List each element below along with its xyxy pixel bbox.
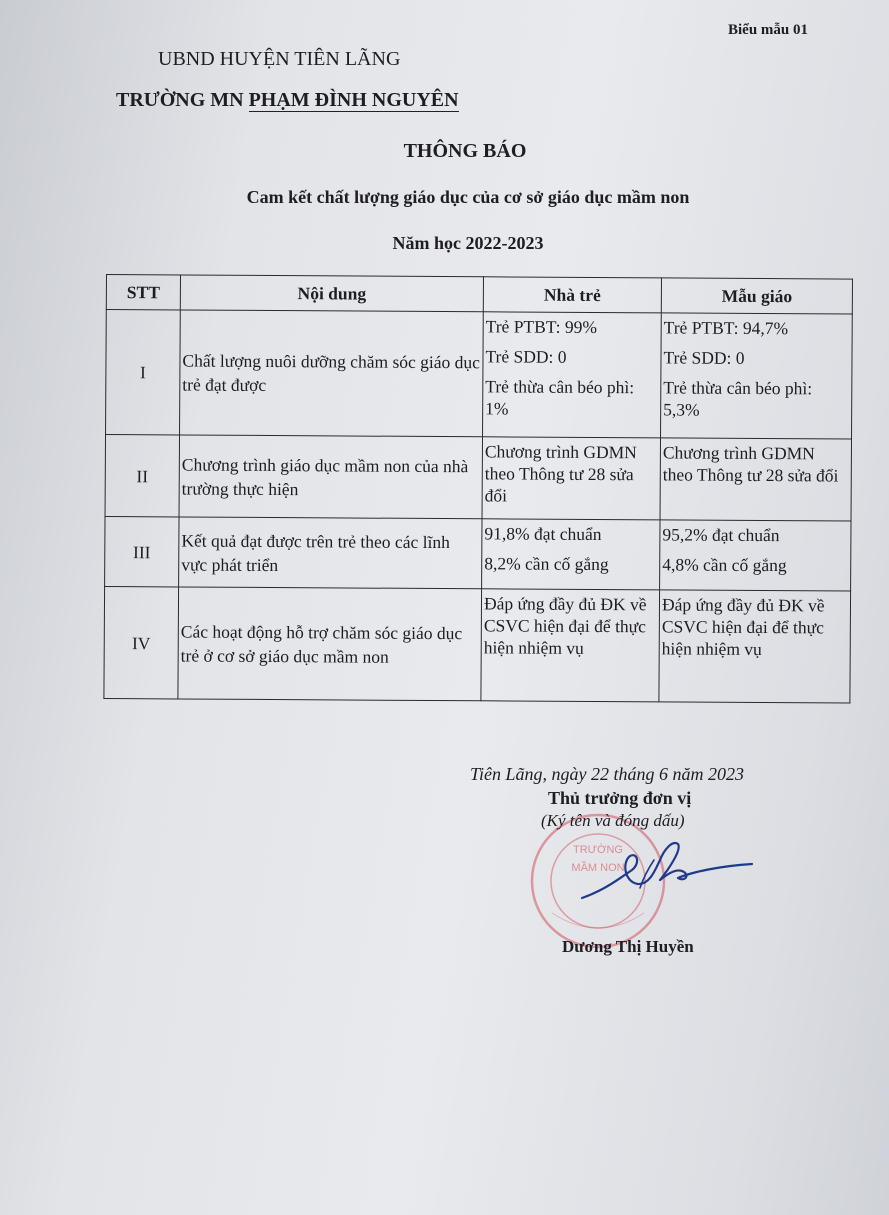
svg-text:TRƯỜNG: TRƯỜNG: [573, 844, 623, 856]
district-name: UBND HUYỆN TIÊN LÃNG: [158, 48, 401, 70]
school-year: Năm học 2022-2023: [392, 233, 544, 253]
commitment-table: [103, 274, 853, 704]
row-kindergarten: [660, 438, 851, 521]
nursery-line: Trẻ PTBT: 99%: [485, 316, 598, 337]
row-content: Các hoạt động hỗ trợ chăm sóc giáo dục trẻ ở cơ sở giáo dục mầm non: [178, 587, 482, 701]
row-content: Chất lượng nuôi dưỡng chăm sóc giáo dục trẻ đạt được: [180, 310, 484, 437]
row-stt: IV: [104, 586, 179, 698]
table-row: [105, 516, 851, 591]
nursery-line: Trẻ thừa cân béo phì: 1%: [485, 376, 635, 419]
sign-note: (Ký tên và đóng dấu): [541, 811, 685, 830]
header-kindergarten: Mẫu giáo: [661, 278, 852, 314]
row-kindergarten: [661, 313, 853, 439]
nursery-line: Chương trình GDMN theo Thông tư 28 sửa đổi: [484, 441, 637, 506]
nursery-line: 91,8% đạt chuẩn: [484, 523, 602, 545]
kindergarten-line: 4,8% cần cố gắng: [662, 554, 787, 576]
school-name-underlined: PHẠM ĐÌNH NGUYÊN: [248, 89, 459, 111]
table-row: [106, 310, 853, 440]
row-stt: II: [105, 435, 179, 517]
place-date: Tiên Lãng, ngày 22 tháng 6 năm 2023: [470, 764, 745, 784]
header-nursery: Nhà trẻ: [483, 277, 661, 313]
nursery-line: 8,2% cần cố gắng: [484, 553, 609, 575]
signer-name: Dương Thị Huyền: [562, 937, 694, 956]
header-stt: STT: [106, 275, 180, 310]
row-kindergarten: [659, 590, 851, 703]
school-name: [116, 89, 459, 112]
row-stt: III: [105, 516, 179, 586]
table-header-row: [106, 275, 852, 315]
document-subtitle: Cam kết chất lượng giáo dục của cơ sở giáo dục mầm non: [246, 187, 690, 207]
row-content: Chương trình giáo dục mầm non của nhà trường thực hiện: [179, 435, 482, 519]
header-content: Nội dung: [180, 275, 483, 312]
row-content: Kết quả đạt được trên trẻ theo các lĩnh vực phát triển: [179, 517, 482, 589]
form-code: Biểu mẫu 01: [728, 22, 809, 38]
school-prefix: TRƯỜNG MN: [116, 89, 249, 111]
row-nursery: [482, 519, 660, 590]
kindergarten-line: 95,2% đạt chuẩn: [662, 524, 780, 546]
nursery-line: Đáp ứng đầy đủ ĐK về CSVC hiện đại để thực hiện nhiệm vụ: [483, 593, 647, 658]
row-kindergarten: [660, 520, 851, 591]
handwritten-signature-icon: [580, 830, 755, 910]
row-stt: I: [106, 310, 181, 435]
row-nursery: [481, 589, 660, 702]
kindergarten-line: Đáp ứng đầy đủ ĐK về CSVC hiện đại để thực hiện nhiệm vụ: [661, 594, 825, 660]
signer-title: Thủ trưởng đơn vị: [548, 788, 692, 808]
document-title: THÔNG BÁO: [403, 140, 527, 162]
table-row: [104, 586, 851, 703]
nursery-line: Trẻ SDD: 0: [485, 346, 567, 367]
kindergarten-line: Trẻ thừa cân béo phì: 5,3%: [663, 377, 813, 420]
table-row: [105, 435, 851, 522]
kindergarten-line: Chương trình GDMN theo Thông tư 28 sửa đổi: [662, 442, 839, 486]
svg-text:MẦM NON: MẦM NON: [571, 862, 625, 874]
row-nursery: [482, 437, 660, 520]
row-nursery: [483, 312, 662, 438]
kindergarten-line: Trẻ PTBT: 94,7%: [663, 317, 789, 339]
kindergarten-line: Trẻ SDD: 0: [663, 347, 745, 368]
